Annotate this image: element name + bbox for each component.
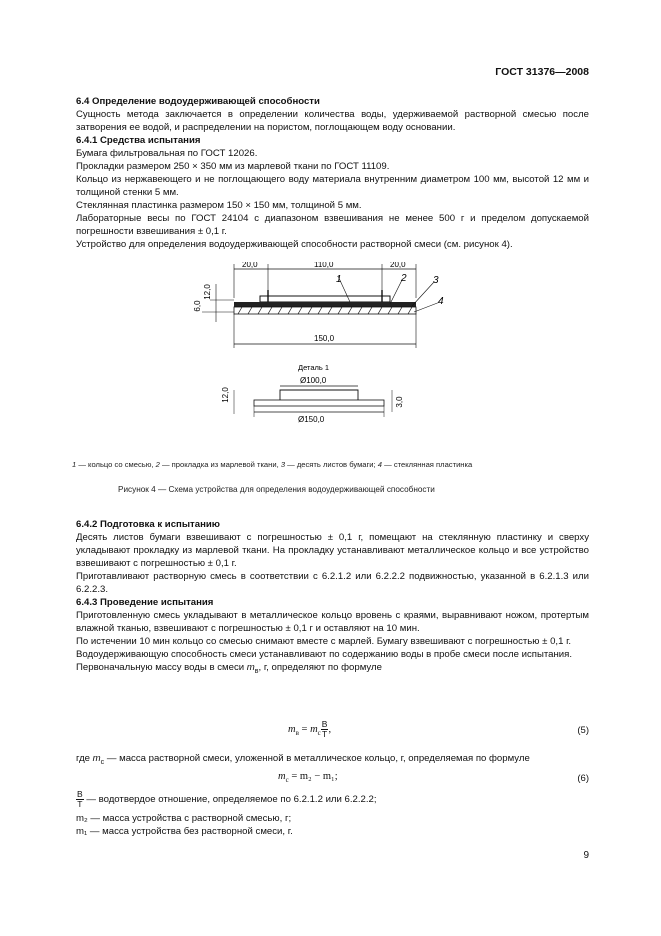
section-6-4-2-3	[76, 518, 589, 678]
legend-num-1: 1	[72, 460, 77, 469]
legend-num-3: 3	[280, 460, 286, 469]
item-filter-paper: Бумага фильтровальная по ГОСТ 12026.	[76, 148, 258, 159]
dim-top-left: 20,0	[242, 262, 258, 269]
figure-caption: Рисунок 4 — Схема устройства для определения водоудерживающей способности	[118, 485, 435, 494]
equation-number-6: (6)	[577, 773, 589, 784]
dim-width-150: 150,0	[314, 334, 335, 343]
formula-6: $m_с = m_2 - m_1$;	[278, 771, 338, 785]
subsection-6-4-2-title: 6.4.2 Подготовка к испытанию	[76, 519, 220, 530]
legend-text-4: — стеклянная пластинка	[382, 460, 473, 469]
callout-2: 2	[401, 273, 407, 284]
s643-paragraph-1: Приготовленную смесь укладывают в металлическое кольцо вровень с краями, выравнивают ножом, протертым влажной тканью, взвешивают с погрешностью ± 0,1 г и оставляют на 10 мин.	[76, 610, 589, 634]
legend-text-2: — прокладка из марлевой ткани,	[159, 460, 281, 469]
legend-text-3: — десять листов бумаги;	[285, 460, 378, 469]
definitions	[76, 790, 589, 838]
formula-5: $m_в = m_с$ $\frac{В}{Т}$ ,	[288, 719, 332, 739]
s643-paragraph-3: Водоудерживающую способность смеси устанавливают по содержанию воды в пробе смеси после испытания.	[76, 649, 573, 660]
section-title: 6.4 Определение водоудерживающей способности	[76, 96, 320, 107]
legend-text-1: — кольцо со смесью,	[76, 460, 156, 469]
s643-paragraph-4: Первоначальную массу воды в смеси $m_в$, г, определяют по формуле	[76, 662, 382, 675]
dim-top-right: 20,0	[390, 262, 406, 269]
figure-legend	[72, 458, 592, 471]
detail-title: Деталь 1	[298, 363, 330, 372]
callout-4: 4	[438, 296, 444, 307]
detail-height-12: 12,0	[221, 387, 230, 403]
callout-3: 3	[433, 275, 439, 286]
subsection-6-4-1-title: 6.4.1 Средства испытания	[76, 135, 201, 146]
dim-height-12: 12,0	[203, 284, 212, 300]
standard-header: ГОСТ 31376—2008	[495, 66, 589, 78]
where-mc-line: где $m_с$ — масса растворной смеси, уложенной в металлическое кольцо, г, определяемая по формуле	[76, 753, 530, 766]
item-gauze-pads: Прокладки размером 250 × 350 мм из марлевой ткани по ГОСТ 11109.	[76, 161, 390, 172]
item-glass-plate: Стеклянная пластинка размером 150 × 150 мм, толщиной 5 мм.	[76, 200, 362, 211]
detail-diameter-150: Ø150,0	[298, 415, 325, 424]
section-6-4	[76, 95, 589, 251]
item-scales: Лабораторные весы по ГОСТ 24104 с диапазоном взвешивания не менее 500 г и пределом допускаемой погрешности взвешивания ± 0,1 г.	[76, 213, 589, 237]
dim-top-middle: 110,0	[314, 262, 334, 269]
s643-paragraph-2: По истечении 10 мин кольцо со смесью снимают вместе с марлей. Бумагу взвешивают с погрешностью ± 0,1 г.	[76, 636, 572, 647]
def-m2: m₂ — масса устройства с растворной смесью, г;	[76, 813, 292, 824]
callout-1: 1	[336, 274, 342, 285]
def-m1: m₁ — масса устройства без растворной смеси, г.	[76, 826, 293, 837]
detail-diameter-100: Ø100,0	[300, 376, 327, 385]
legend-num-2: 2	[155, 460, 160, 469]
equation-number-5: (5)	[577, 725, 589, 736]
dim-height-6: 6,0	[193, 300, 202, 312]
section-intro: Сущность метода заключается в определении количества воды, удерживаемой растворной смесью после затворения ее водой, и распределении на пористом, поглощающем воду основании.	[76, 109, 589, 133]
fraction-v-t: $\frac{В}{Т}$	[321, 719, 328, 739]
detail-height-3: 3,0	[395, 396, 404, 408]
item-device: Устройство для определения водоудерживающей способности растворной смеси (см. рисунок 4).	[76, 239, 513, 250]
figure-4-device-diagram	[150, 262, 470, 452]
def-water-solid-ratio: $\frac{В}{Т}$ — водотвердое отношение, определяемое по 6.2.1.2 или 6.2.2.2;	[77, 789, 377, 809]
page-number: 9	[583, 850, 589, 861]
s642-paragraph-1: Десять листов бумаги взвешивают с погрешностью ± 0,1 г, помещают на стеклянную пластинку и сверху укладывают прокладку из марлевой ткани. На прокладку устанавливают металлическое кольцо и все устройство взвешивают с погрешностью ± 0,1 г.	[76, 532, 589, 569]
subsection-6-4-3-title: 6.4.3 Проведение испытания	[76, 597, 214, 608]
s642-paragraph-2: Приготавливают растворную смесь в соответствии с 6.2.1.2 или 6.2.2.2 подвижностью, указанной в 6.2.1.3 или 6.2.2.3.	[76, 571, 589, 595]
item-ring: Кольцо из нержавеющего и не поглощающего воду материала внутренним диаметром 100 мм, высотой 12 мм и толщиной стенки 5 мм.	[76, 174, 589, 198]
legend-num-4: 4	[377, 460, 383, 469]
